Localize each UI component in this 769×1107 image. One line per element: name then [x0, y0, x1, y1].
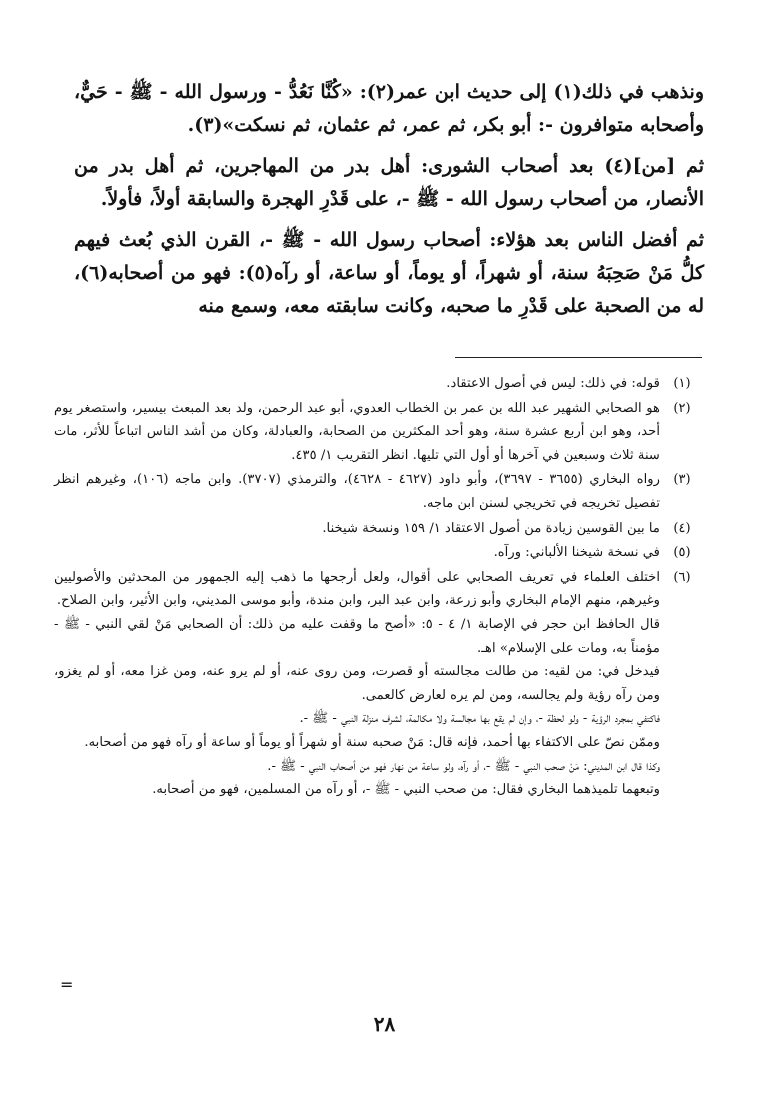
footnote-text: هو الصحابي الشهير عبد الله بن عمر بن الخطاب العدوي، أبو عبد الرحمن، ولد بعد المبعث بيسير، واستصغر يوم أحد، وهو ابن أربع عشرة سنة، وهو أحد المكثرين من الصحابة، والعبادلة، وكان من أشد الناس اتباعاً للأثر، مات سنة ثلاث وسبعين في آخرها أو أول التي تليها. انظر التقريب ١/ ٤٣٥. — [54, 400, 660, 463]
footnote-text: اختلف العلماء في تعريف الصحابي على أقوال، ولعل أرجحها ما ذهب إليه الجمهور من المحدثين والأصوليين وغيرهم، منهم الإمام البخاري وأبو زرعة، وابن عبد البر، وابن مندة، وأبو موسى المديني، وابن الأثير، وابن الصلاح. — [54, 569, 660, 609]
footnote-5 — [54, 541, 704, 565]
footnote-text: قوله: في ذلك: ليس في أصول الاعتقاد. — [446, 376, 660, 391]
page-number: ٢٨ — [373, 1012, 396, 1036]
footnote-2 — [54, 397, 704, 468]
footnote-number: (٢) — [673, 400, 691, 416]
footnotes — [54, 372, 704, 803]
footnote-1 — [54, 372, 704, 396]
footnote-number: (١) — [673, 376, 691, 391]
footnote-text: رواه البخاري (٣٦٥٥ - ٣٦٩٧)، وأبو داود (٤٦٢٧ - ٤٦٢٨)، والترمذي (٣٧٠٧). وابن ماجه (١٠٦)، وغيرهم انظر تفصيل تخريجه في تخريجي لسنن ابن ماجه. — [54, 472, 661, 511]
footnote-text: في نسخة شيخنا الألباني: ورآه. — [493, 545, 660, 561]
footnote-text: وكذا قال ابن المديني: مَنْ صحب النبي - ﷺ -، أو رآه، ولو ساعة من نهار فهو من أصحاب النبي - ﷺ -. — [267, 758, 660, 774]
footnote-6 — [54, 566, 704, 802]
footnote-text: فيدخل في: من لقيه: من طالت مجالسته أو قصرت، ومن روى عنه، أو لم يرو عنه، ومن غزا معه، أو لم يغزو، ومن رآه رؤية ولم يجالسه، ومن لم يره لعارض كالعمى. — [54, 664, 660, 703]
footnote-3 — [54, 468, 704, 515]
footnote-number: (٦) — [673, 569, 691, 585]
main-text — [74, 76, 704, 331]
main-paragraph-1: ونذهب في ذلك(١) إلى حديث ابن عمر(٢): «كُنَّا نَعُدُّ - ورسول الله - ﷺ - حَيٌّ، وأصحابه متوافرون -: أبو بكر، ثم عمر، ثم عثمان، ثم نسكت»(٣). — [74, 81, 705, 136]
main-paragraph-3: ثم أفضل الناس بعد هؤلاء: أصحاب رسول الله - ﷺ -، القرن الذي بُعث فيهم كلُّ مَنْ صَحِبَهُ سنة، أو شهراً، أو يوماً، أو ساعة، أو رآه(٥): فهو من أصحابه(٦)، له من الصحبة على قَدْرِ ما صحبه، وكانت سابقته معه، وسمع منه — [74, 229, 704, 317]
footnote-number: (٤) — [673, 520, 691, 536]
footnote-text: وممّن نصّ على الاكتفاء بها أحمد، فإنه قال: مَنْ صحبه سنة أو شهراً أو يوماً أو ساعة أو رآه فهو من أصحابه. — [84, 734, 660, 750]
footnote-text: فاكتفي بمجرد الرؤية - ولو لحظة -، وإن لم يقع بها مجالسة ولا مكالمة، لشرف منزلة النبي - ﷺ -. — [299, 711, 660, 727]
footnote-number: (٥) — [673, 545, 691, 561]
footnote-number: (٣) — [673, 472, 691, 488]
continuation-mark: = — [60, 975, 74, 994]
main-paragraph-2: ثم [من](٤) بعد أصحاب الشورى: أهل بدر من المهاجرين، ثم أهل بدر من الأنصار، من أصحاب رسول الله - ﷺ -، على قَدْرِ الهجرة والسابقة أولاً، فأولاً. — [74, 155, 704, 210]
footnote-4 — [54, 517, 704, 541]
footnote-text: ما بين القوسين زيادة من أصول الاعتقاد ١/ ١٥٩ ونسخة شيخنا. — [322, 520, 660, 536]
footnote-separator — [455, 357, 702, 358]
footnote-text: وتبعهما تلميذهما البخاري فقال: من صحب النبي - ﷺ -، أو رآه من المسلمين، فهو من أصحابه. — [152, 782, 660, 798]
footnote-text: قال الحافظ ابن حجر في الإصابة ١/ ٤ - ٥: «أصح ما وقفت عليه من ذلك: أن الصحابي مَنْ لقي النبي - ﷺ - مؤمناً به، ومات على الإسلام» اهـ. — [54, 616, 661, 656]
